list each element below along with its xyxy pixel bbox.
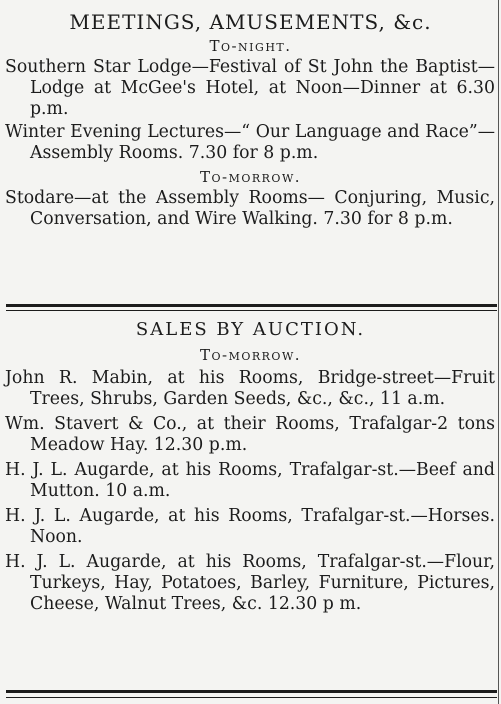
auction-entry: H. J. L. Augarde, at his Rooms, Trafalgar-st.—Horses. Noon. <box>5 506 495 547</box>
auction-entry: H. J. L. Augarde, at his Rooms, Trafalgar-st.—Flour, Turkeys, Hay, Potatoes, Barley, Furniture, Pictures, Cheese, Walnut Trees, &c. 12.30 p m. <box>5 552 495 614</box>
meetings-heading: MEETINGS, AMUSEMENTS, &c. <box>69 10 432 34</box>
auction-entry: Wm. Stavert & Co., at their Rooms, Trafalgar-2 tons Meadow Hay. 12.30 p.m. <box>5 414 495 455</box>
section-divider-thin <box>6 310 497 311</box>
tonight-label: To-night. <box>209 37 292 55</box>
meeting-entry: Stodare—at the Assembly Rooms— Conjuring, Music, Conversation, and Wire Walking. 7.30 for 8 p.m. <box>5 188 495 229</box>
sales-heading: SALES BY AUCTION. <box>135 319 366 340</box>
sales-tomorrow-label: To-morrow. <box>199 346 302 364</box>
auction-entry: John R. Mabin, at his Rooms, Bridge-street—Fruit Trees, Shrubs, Garden Seeds, &c., &c., 11 a.m. <box>5 368 495 409</box>
auction-entry: H. J. L. Augarde, at his Rooms, Trafalgar-st.—Beef and Mutton. 10 a.m. <box>5 460 495 501</box>
meetings-section <box>0 10 501 230</box>
sales-section <box>0 318 501 615</box>
bottom-divider-thin <box>6 697 497 698</box>
section-divider-thick <box>6 304 497 307</box>
bottom-divider-thick <box>6 690 497 693</box>
tomorrow-label: To-morrow. <box>199 168 302 186</box>
meeting-entry: Winter Evening Lectures—“ Our Language and Race”—Assembly Rooms. 7.30 for 8 p.m. <box>5 122 495 163</box>
meeting-entry: Southern Star Lodge—Festival of St John the Baptist—Lodge at McGee's Hotel, at Noon—Dinner at 6.30 p.m. <box>5 57 495 119</box>
